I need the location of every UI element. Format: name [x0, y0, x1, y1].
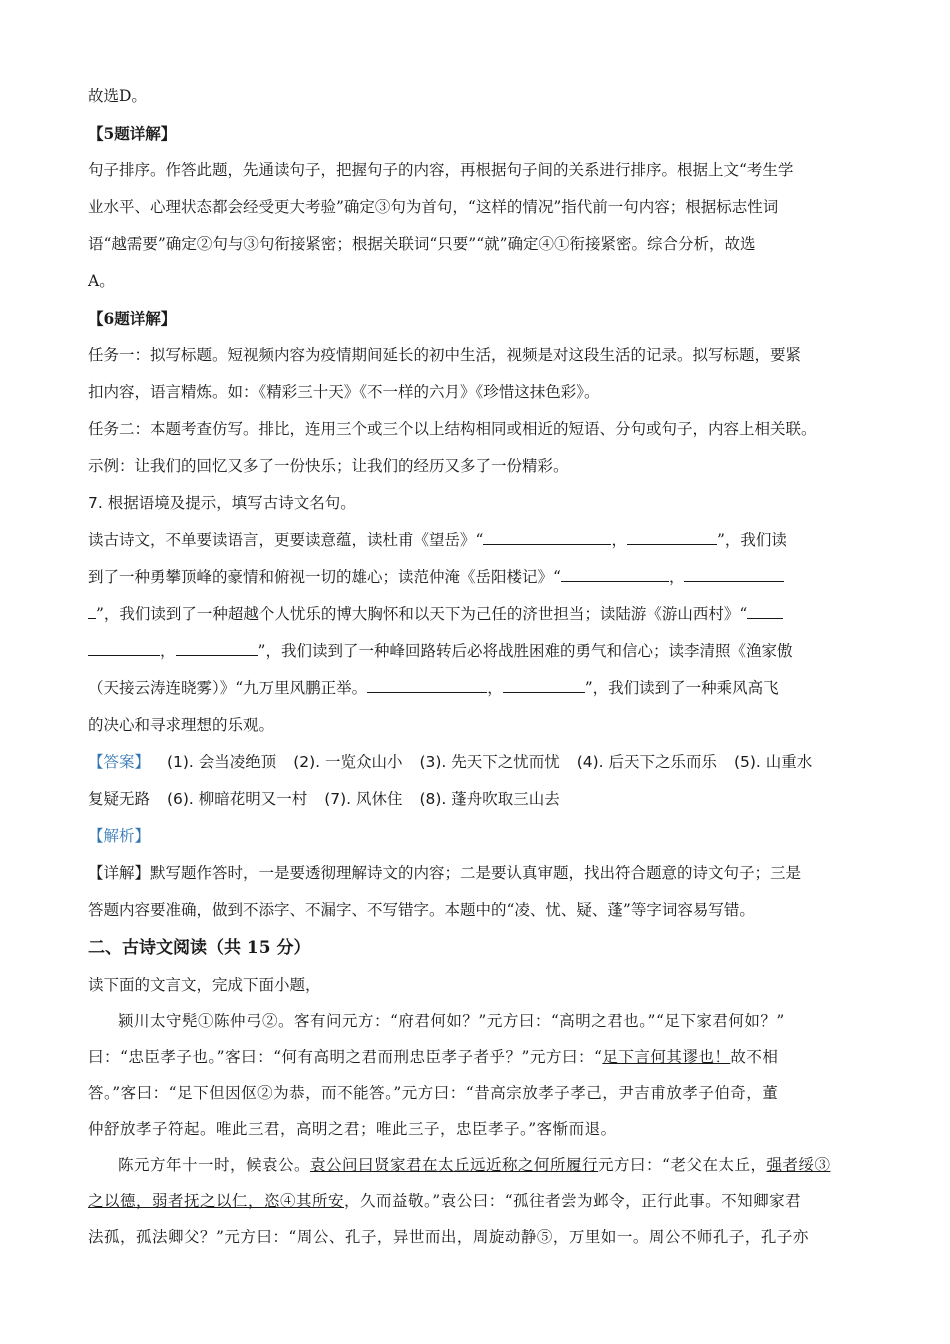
answer-blank [88, 641, 160, 656]
text-line: 故选D。 [88, 87, 147, 105]
text-line: A。 [88, 272, 115, 290]
underlined-sentence: 之以德，弱者抚之以仁，恣④其所安 [88, 1192, 345, 1210]
answer-item: (7). 风休住 [324, 790, 403, 808]
text-line: 【详解】默写题作答时，一是要透彻理解诗文的内容；二是要认真审题，找出符合题意的诗文句子；三是 [88, 864, 802, 882]
passage-line: 颍川太守髡①陈仲弓②。客有问元方：“府君何如？”元方曰：“高明之君也。”“足下家君何如？” [118, 1012, 785, 1030]
text-span: ”，我们读 [716, 531, 787, 549]
answer-item: (6). 柳暗花明又一村 [166, 790, 308, 808]
answer-blank [747, 604, 783, 619]
analysis-label: 【解析】 [88, 827, 151, 845]
text-line [88, 596, 868, 633]
passage-line [88, 1039, 868, 1075]
text-span: ， [487, 679, 503, 697]
answer-item: (5). 山重水 [733, 753, 813, 771]
text-line [88, 522, 868, 559]
document-page [88, 78, 868, 1255]
answer-item: (3). 先天下之忧而忧 [419, 753, 560, 771]
text-span: ”，我们读到了一种峰回路转后必将战胜困难的勇气和信心；读李清照《渔家傲 [257, 642, 793, 660]
text-line [88, 633, 868, 670]
section-heading-q6: 【6题详解】 [88, 309, 177, 328]
answer-blank [561, 567, 669, 582]
answer-blank [176, 641, 258, 656]
text-span: 陈元方年十一时，候袁公。 [118, 1156, 311, 1174]
text-line: 的决心和寻求理想的乐观。 [88, 716, 275, 734]
passage-line: 答。”客曰：“足下但因伛②为恭，而不能答。”元方曰：“昔高宗放孝子孝己，尹吉甫放孝子伯奇，董 [88, 1084, 779, 1102]
passage-line: 仲舒放孝子符起。唯此三君，高明之君；唯此三子，忠臣孝子。”客惭而退。 [88, 1120, 617, 1138]
answer-blank [627, 530, 717, 545]
text-line: 读下面的文言文，完成下面小题， [88, 976, 321, 994]
text-line: 任务一：拟写标题。短视频内容为疫情期间延长的初中生活，视频是对这段生活的记录。拟写标题，要紧 [88, 346, 802, 364]
answer-item: (2). 一览众山小 [293, 753, 403, 771]
answer-blank [88, 604, 96, 619]
answer-blank [367, 678, 487, 693]
text-line [88, 559, 868, 596]
text-span: ， [160, 642, 176, 660]
section-heading-q5: 【5题详解】 [88, 124, 177, 143]
text-span: ， [668, 568, 685, 586]
text-line: 答题内容要准确，做到不添字、不漏字、不写错字。本题中的“凌、忧、疑、蓬”等字词容易写错。 [88, 901, 755, 919]
text-line: 语“越需要”确定②句与③句衔接紧密；根据关联词“只要”“就”确定④①衔接紧密。综合分析，故选 [88, 235, 756, 253]
section-title: 二、古诗文阅读（共 15 分） [88, 938, 311, 958]
text-span: （天接云涛连晓雾）》“九万里风鹏正举。 [88, 679, 368, 697]
text-line: 扣内容，语言精炼。如：《精彩三十天》《不一样的六月》《珍惜这抹色彩》。 [88, 383, 600, 401]
question-title-q7: 7. 根据语境及提示，填写古诗文名句。 [88, 494, 356, 512]
text-span: 元方曰：“老父在太丘， [598, 1156, 767, 1174]
answer-blank [503, 678, 585, 693]
answer-blank [483, 530, 611, 545]
text-line: 任务二：本题考查仿写。排比，连用三个或三个以上结构相同或相近的短语、分句或句子，内容上相关联。 [88, 420, 817, 438]
underlined-sentence: 足下言何其谬也！ [602, 1048, 731, 1066]
text-line: 句子排序。作答此题，先通读句子，把握句子的内容，再根据句子间的关系进行排序。根据上文“考生学 [88, 161, 794, 179]
answer-item: (8). 蓬舟吹取三山去 [419, 790, 560, 808]
answer-label: 【答案】 [88, 753, 151, 771]
text-span: ，久而益敬。”袁公曰：“孤往者尝为邺令，正行此事。不知卿家君 [344, 1192, 802, 1210]
text-line: 业水平、心理状态都会经受更大考验”确定③句为首句，“这样的情况”指代前一句内容；根据标志性词 [88, 198, 779, 216]
passage-line [88, 1183, 868, 1219]
text-span: 到了一种勇攀顶峰的豪情和俯视一切的雄心；读范仲淹《岳阳楼记》“ [88, 568, 561, 586]
text-span: 曰：“忠臣孝子也。”客曰：“何有高明之君而刑忠臣孝子者乎？”元方曰：“ [88, 1048, 603, 1066]
answer-item: 复疑无路 [88, 790, 151, 808]
text-line [88, 670, 868, 707]
text-span: ”，我们读到了一种超越个人忧乐的博大胸怀和以天下为己任的济世担当；读陆游《游山西村》“ [96, 605, 748, 623]
answer-item: (4). 后天下之乐而乐 [576, 753, 718, 771]
answer-blank [684, 567, 784, 582]
answer-line [88, 744, 868, 781]
text-span: 故不相 [730, 1048, 779, 1066]
text-line: 示例：让我们的回忆又多了一份快乐；让我们的经历又多了一份精彩。 [88, 457, 569, 475]
text-span: ， [611, 531, 627, 549]
underlined-sentence: 袁公问曰贤家君在太丘远近称之何所履行 [310, 1156, 599, 1174]
answer-item: (1). 会当凌绝顶 [166, 753, 277, 771]
passage-line [88, 1147, 868, 1183]
answer-line [88, 781, 868, 818]
underlined-sentence: 强者绥③ [766, 1156, 831, 1174]
passage-line: 法孤，孤法卿父？”元方曰：“周公、孔子，异世而出，周旋动静⑤，万里如一。周公不师孔子，孔子亦 [88, 1228, 809, 1246]
text-span: ”，我们读到了一种乘风高飞 [584, 679, 779, 697]
text-span: 读古诗文，不单要读语言，更要读意蕴，读杜甫《望岳》“ [88, 531, 484, 549]
